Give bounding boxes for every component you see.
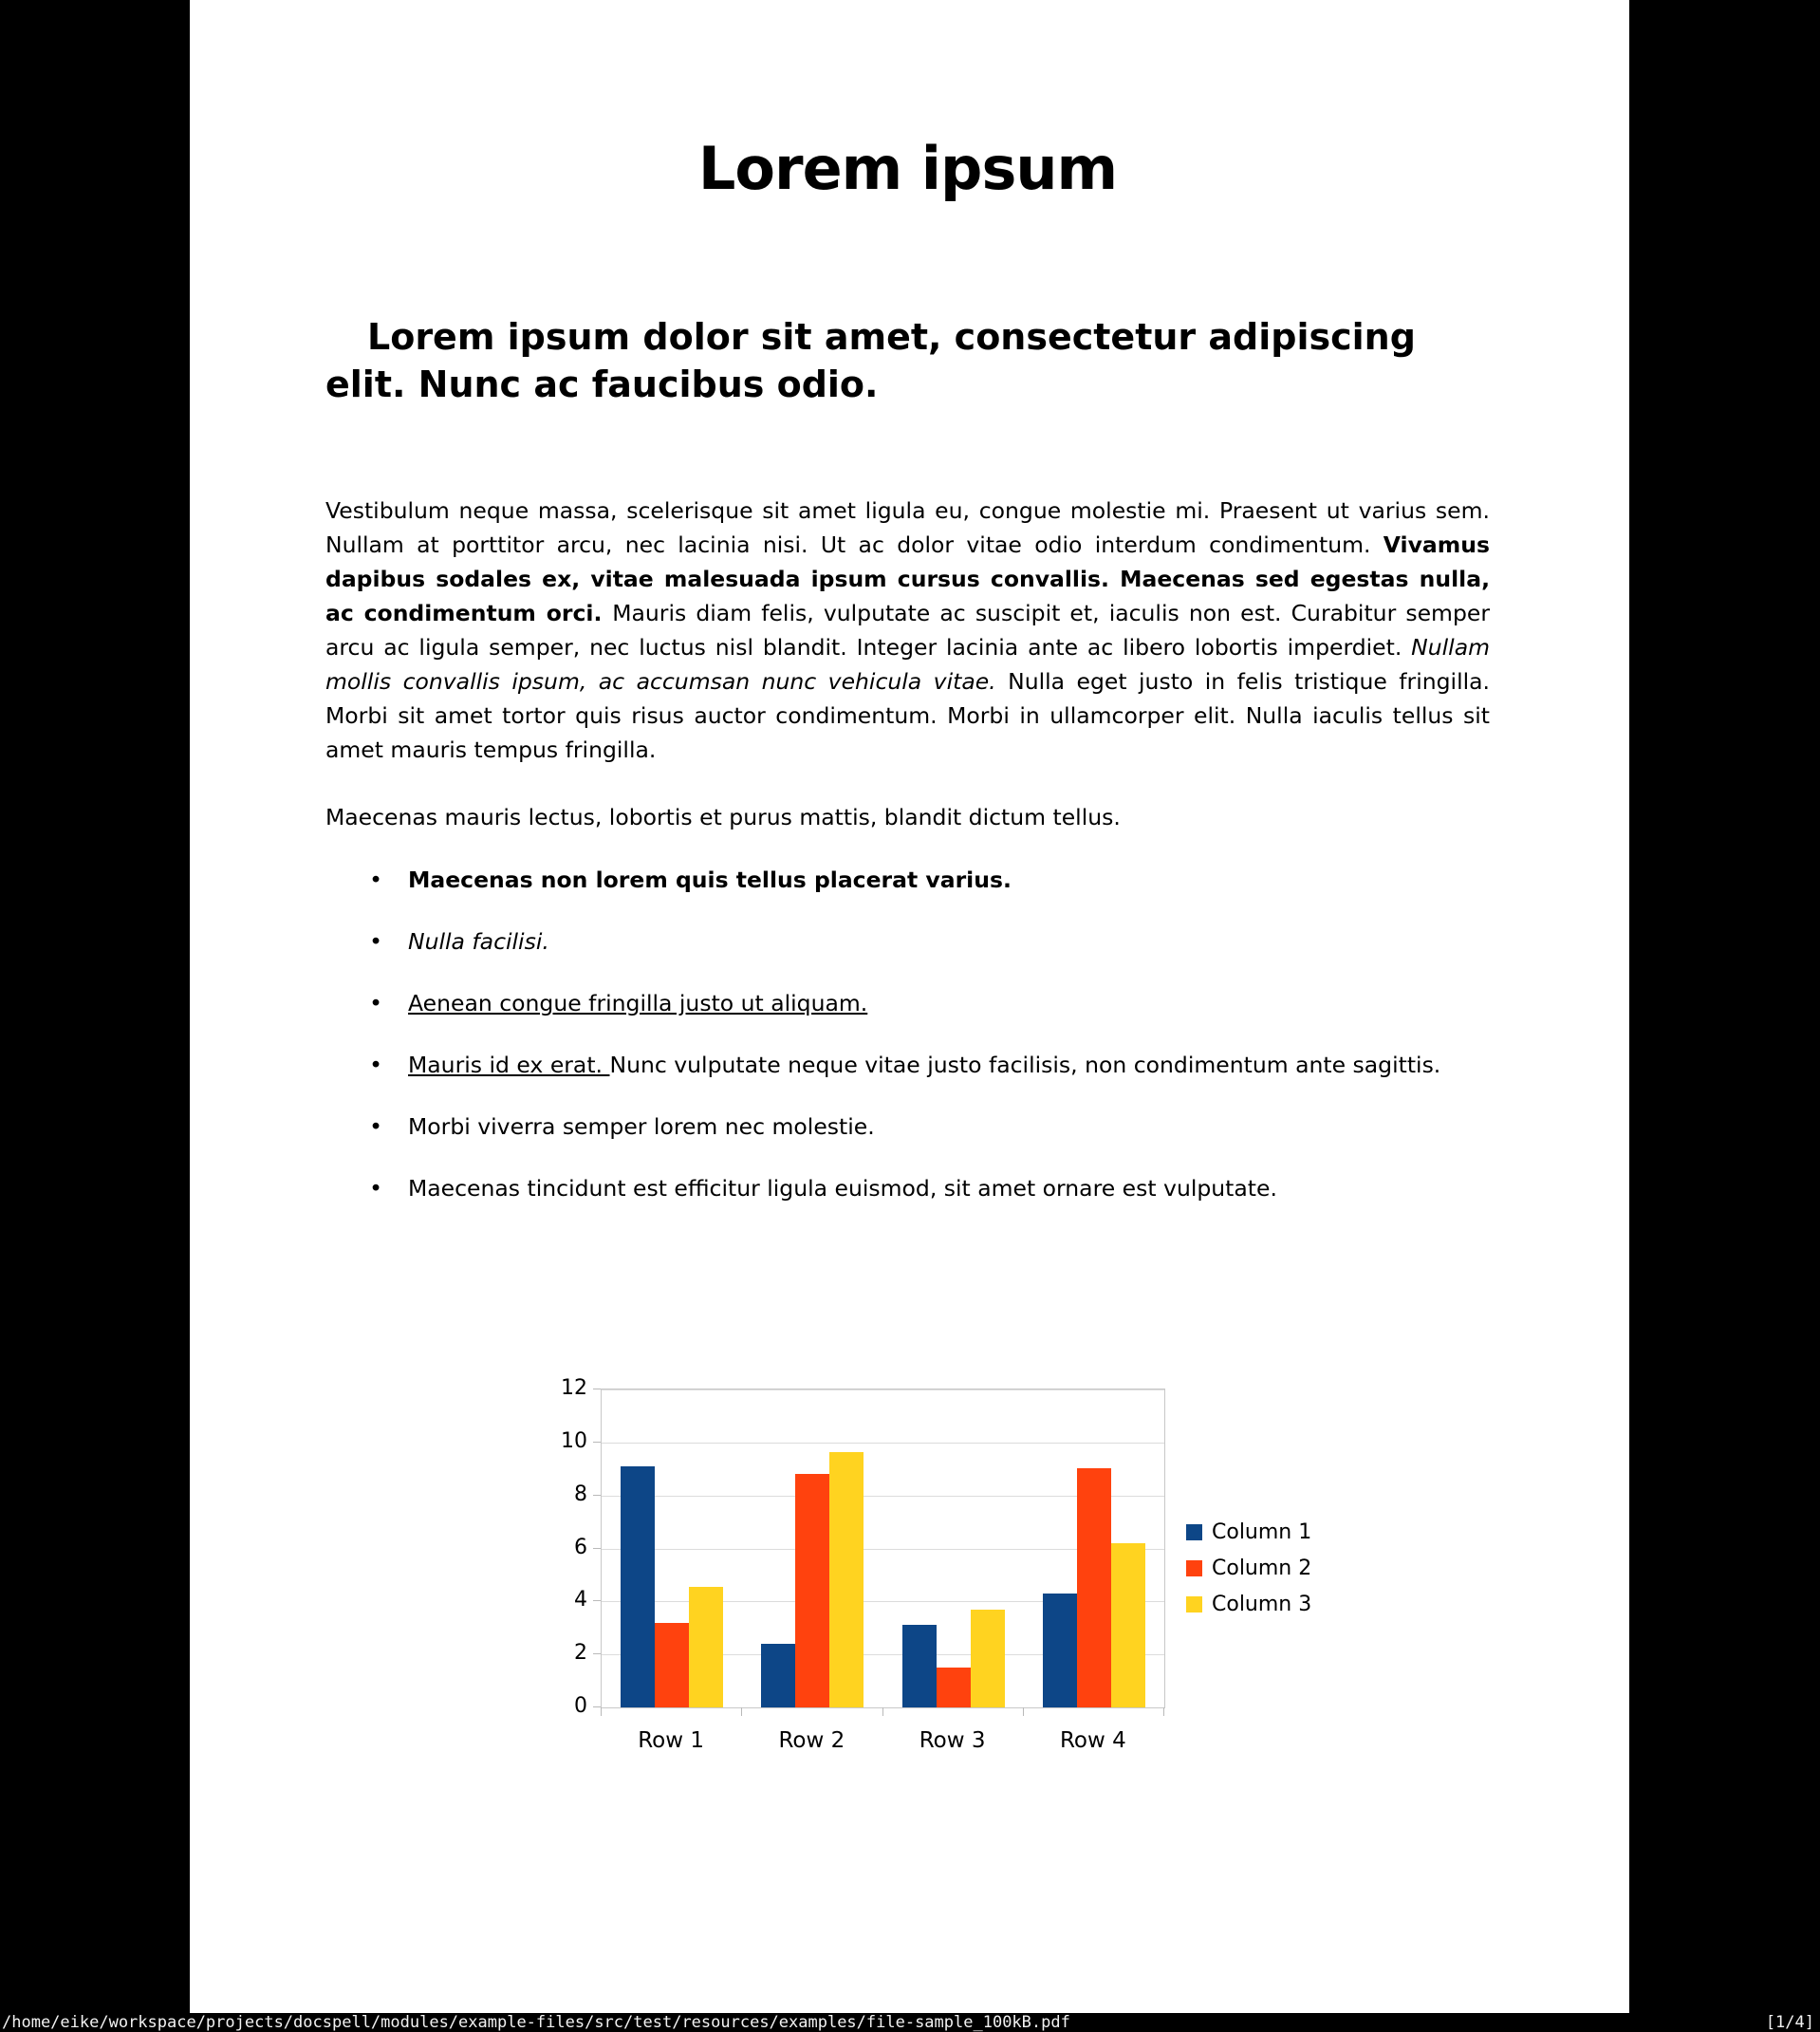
x-axis-label: Row 3	[919, 1728, 986, 1753]
bullet-marker: •	[369, 928, 382, 955]
x-axis-tick	[1163, 1707, 1164, 1716]
y-axis-tick	[593, 1706, 601, 1707]
text-segment: Mauris diam felis, vulputate ac suscipit et, iaculis non est. Curabitur semper arcu ac ligula semper, nec luctus nisl blandit. Integer lacinia ante ac libero lobortis imperdiet.	[325, 600, 1490, 661]
y-axis-tick	[593, 1600, 601, 1601]
y-axis-label: 4	[574, 1588, 587, 1613]
x-axis-label: Row 4	[1059, 1728, 1126, 1753]
legend-swatch-icon	[1186, 1596, 1202, 1613]
y-axis-label: 2	[574, 1641, 587, 1666]
x-axis-tick	[1023, 1707, 1024, 1716]
list-item-text	[408, 867, 1012, 893]
legend-label: Column 1	[1212, 1520, 1312, 1544]
statusbar-page-indicator: [1/4]	[1765, 2013, 1814, 2032]
bar-column1-row1	[621, 1466, 655, 1707]
bar-column3-row3	[971, 1610, 1005, 1707]
bullet-marker: •	[369, 1175, 382, 1202]
bar-column3-row2	[829, 1452, 864, 1707]
y-axis-tick	[593, 1548, 601, 1549]
list-item-text	[408, 990, 867, 1016]
y-axis-tick	[593, 1495, 601, 1496]
text-segment: Mauris id ex erat.	[408, 1052, 610, 1078]
document-title: Lorem ipsum	[697, 134, 1118, 203]
y-axis-label: 6	[574, 1535, 587, 1559]
text-segment: Nullam mollis convallis ipsum, ac accumsan nunc vehicula vitae.	[325, 634, 1490, 695]
gridline	[602, 1389, 1164, 1390]
x-axis-label: Row 2	[778, 1728, 845, 1753]
text-segment: Nulla eget justo in felis tristique fringilla. Morbi sit amet tortor quis risus auctor condimentum. Morbi in ullamcorper elit. Nulla iaculis tellus sit amet mauris tempus fringilla.	[325, 668, 1490, 763]
list-item-text	[408, 1113, 875, 1140]
statusbar-file-path: /home/eike/workspace/projects/docspell/modules/example-files/src/test/resources/examples/file-sample_100kB.pdf	[2, 2013, 1070, 2032]
text-segment: Vivamus dapibus sodales ex, vitae malesuada ipsum cursus convallis. Maecenas sed egestas nulla, ac condimentum orci.	[325, 531, 1490, 626]
y-axis-label: 12	[561, 1376, 587, 1400]
list-item	[325, 863, 1490, 897]
bar-column2-row2	[795, 1474, 829, 1707]
bullet-marker: •	[369, 990, 382, 1016]
legend-label: Column 2	[1212, 1557, 1312, 1580]
chart-plot-area	[601, 1389, 1165, 1708]
bullet-marker: •	[369, 1113, 382, 1140]
bar-chart	[190, 1376, 1629, 1768]
list-item	[325, 1109, 1490, 1144]
x-axis-tick	[601, 1707, 602, 1716]
legend-swatch-icon	[1186, 1560, 1202, 1576]
x-axis-tick	[741, 1707, 742, 1716]
viewer-statusbar	[0, 2013, 1820, 2032]
bar-column1-row3	[902, 1625, 937, 1707]
list-item-text	[408, 1052, 1440, 1078]
legend-label: Column 3	[1212, 1593, 1312, 1616]
list-item	[325, 1048, 1490, 1082]
x-axis-label: Row 1	[638, 1728, 705, 1753]
list-item	[325, 1171, 1490, 1205]
y-axis-tick	[593, 1653, 601, 1654]
gridline	[602, 1443, 1164, 1444]
pdf-page	[190, 0, 1629, 2013]
intro-paragraph	[325, 494, 1490, 767]
document-heading: Lorem ipsum dolor sit amet, consectetur adipiscing elit. Nunc ac faucibus odio.	[325, 316, 1416, 405]
bar-column3-row1	[689, 1587, 723, 1707]
list-item-text	[408, 1175, 1277, 1202]
legend-swatch-icon	[1186, 1524, 1202, 1540]
y-axis-label: 0	[574, 1694, 587, 1718]
list-item	[325, 986, 1490, 1020]
bar-column1-row4	[1043, 1594, 1077, 1707]
bullet-list	[325, 863, 1490, 1205]
bar-column2-row1	[655, 1623, 689, 1707]
text-segment: Morbi viverra semper lorem nec molestie.	[408, 1113, 875, 1140]
bar-column2-row3	[937, 1668, 971, 1707]
list-item-text	[408, 928, 549, 955]
text-segment: Maecenas tincidunt est efficitur ligula euismod, sit amet ornare est vulputate.	[408, 1175, 1277, 1202]
bullet-marker: •	[369, 867, 382, 893]
y-axis-tick	[593, 1442, 601, 1443]
page-content	[325, 0, 1490, 1233]
y-axis-label: 8	[574, 1482, 587, 1506]
text-segment: Maecenas non lorem quis tellus placerat varius.	[408, 867, 1012, 893]
bar-column1-row2	[761, 1644, 795, 1707]
x-axis-tick	[882, 1707, 883, 1716]
text-segment: Vestibulum neque massa, scelerisque sit amet ligula eu, congue molestie mi. Praesent ut varius sem. Nullam at porttitor arcu, nec lacinia nisi. Ut ac dolor vitae odio interdum condimentum.	[325, 497, 1490, 558]
bullet-marker: •	[369, 1052, 382, 1078]
second-paragraph: Maecenas mauris lectus, lobortis et purus mattis, blandit dictum tellus.	[325, 804, 1121, 830]
bar-column2-row4	[1077, 1468, 1111, 1707]
y-axis-label: 10	[561, 1428, 587, 1453]
text-segment: Nulla facilisi.	[408, 928, 549, 955]
bar-column3-row4	[1111, 1543, 1145, 1707]
text-segment: Nunc vulputate neque vitae justo facilisis, non condimentum ante sagittis.	[609, 1052, 1441, 1078]
text-segment: Aenean congue fringilla justo ut aliquam.	[408, 990, 868, 1016]
list-item	[325, 924, 1490, 959]
